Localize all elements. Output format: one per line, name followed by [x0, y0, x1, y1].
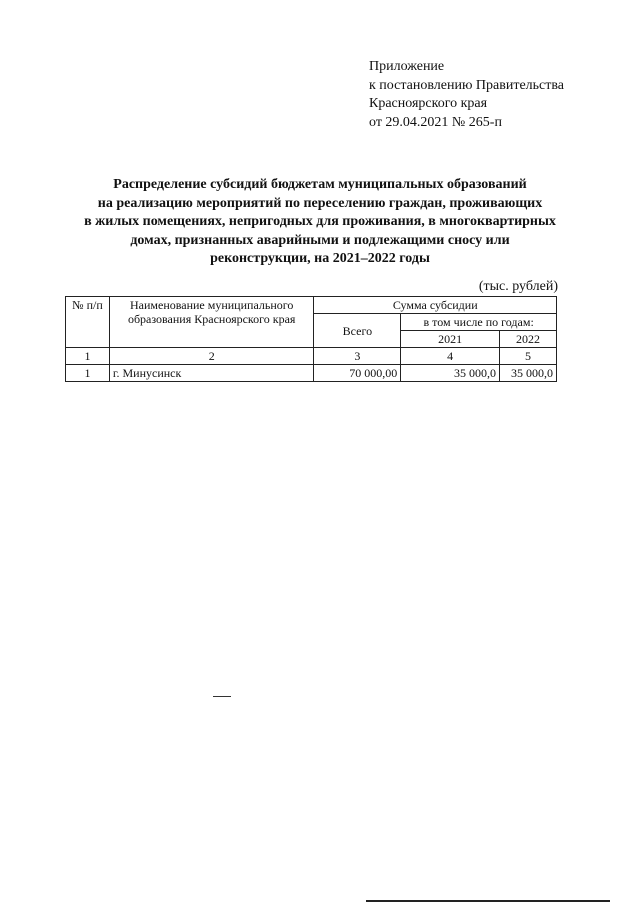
row-2022: 35 000,0 — [500, 365, 557, 382]
document-title — [40, 176, 600, 269]
index-cell: 3 — [314, 348, 401, 365]
appendix-line: к постановлению Правительства — [369, 77, 565, 93]
appendix-block — [369, 58, 564, 132]
table-index-row — [66, 348, 557, 365]
appendix-line: Приложение — [369, 59, 445, 74]
index-cell: 2 — [109, 348, 314, 365]
units-label: (тыс. рублей) — [478, 279, 558, 294]
title-line: реконструкции, на 2021–2022 годы — [210, 251, 430, 266]
header-num: № п/п — [66, 297, 110, 348]
table-header-row — [66, 297, 557, 314]
title-line: Распределение субсидий бюджетам муниципальных образований — [113, 177, 527, 192]
header-sum: Сумма субсидии — [314, 297, 557, 314]
index-cell: 4 — [401, 348, 500, 365]
table-row — [66, 365, 557, 382]
row-2021: 35 000,0 — [401, 365, 500, 382]
header-year-2022: 2022 — [500, 331, 557, 348]
dash-mark — [213, 696, 231, 697]
appendix-line: от 29.04.2021 № 265-п — [369, 114, 502, 130]
title-line: на реализацию мероприятий по переселению граждан, проживающих — [97, 195, 543, 211]
header-total: Всего — [314, 314, 401, 348]
appendix-line: Красноярского края — [369, 96, 488, 111]
header-name: Наименование муниципального образования Красноярского края — [109, 297, 314, 348]
bottom-rule — [366, 900, 610, 902]
subsidy-table — [65, 296, 557, 382]
row-num: 1 — [66, 365, 110, 382]
title-line: домах, признанных аварийными и подлежащими сносу или — [130, 232, 510, 248]
header-year-2021: 2021 — [401, 331, 500, 348]
index-cell: 1 — [66, 348, 110, 365]
title-line: в жилых помещениях, непригодных для проживания, в многоквартирных — [84, 214, 556, 229]
row-total: 70 000,00 — [314, 365, 401, 382]
row-name: г. Минусинск — [109, 365, 314, 382]
header-by-years: в том числе по годам: — [401, 314, 557, 331]
index-cell: 5 — [500, 348, 557, 365]
